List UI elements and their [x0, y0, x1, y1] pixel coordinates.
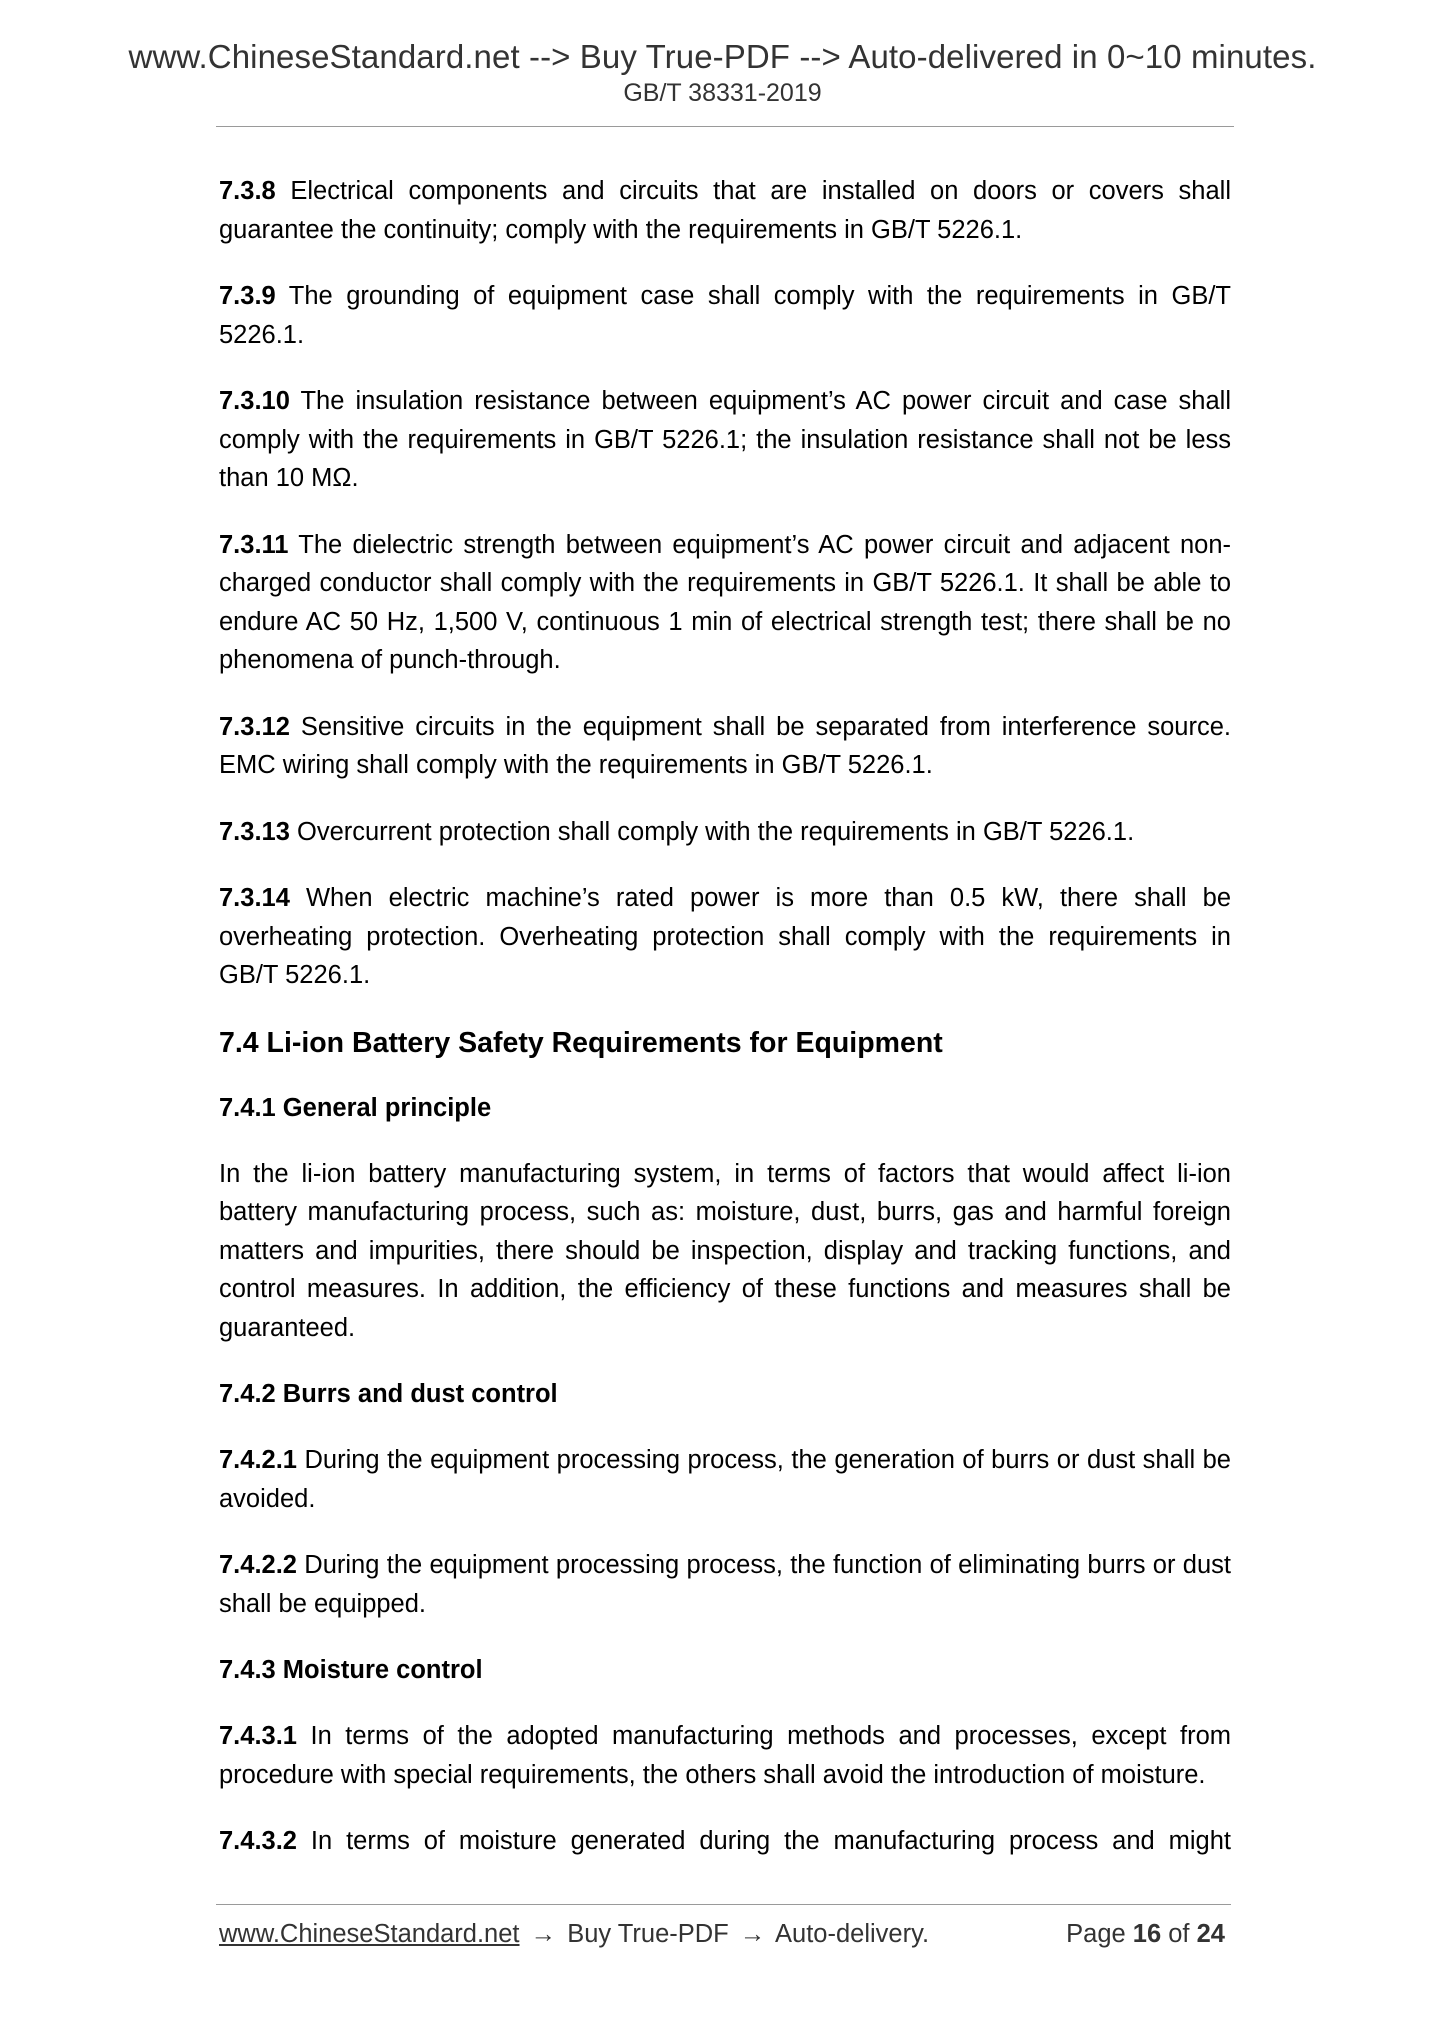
footer-buy-text: Buy True-PDF — [567, 1920, 729, 1948]
clause-7-3-14: 7.3.14 When electric machine’s rated power is more than 0.5 kW, there shall be overheating protection. Overheating protection shall comply with the requirements in GB/T 5226.1. — [219, 884, 1231, 989]
general-principle-text: In the li-ion battery manufacturing system, in terms of factors that would affect li-ion battery manufacturing process, such as: moisture, dust, burrs, gas and harmful foreign matters and impurities, there should be inspection, display and tracking functions, and control measures. In addition, the efficiency of these functions and measures shall be guaranteed. — [219, 1159, 1231, 1342]
clause-7-3-8: 7.3.8 Electrical components and circuits that are installed on doors or covers shall guarantee the continuity; comply with the requirements in GB/T 5226.1. — [219, 177, 1231, 244]
clause-7-3-12: 7.3.12 Sensitive circuits in the equipment shall be separated from interference source. EMC wiring shall comply with the requirements in GB/T 5226.1. — [219, 712, 1231, 779]
arrow-right-icon: → — [739, 1920, 766, 1948]
header-banner: www.ChineseStandard.net --> Buy True-PDF --> Auto-delivered in 0~10 minutes. — [128, 38, 1317, 75]
page-indicator: Page 16 of 24 — [1066, 1920, 1225, 1948]
clause-7-4-3-2: 7.4.3.2 In terms of moisture generated during the manufacturing process and might — [219, 1827, 1231, 1855]
page-footer — [219, 1920, 1231, 1956]
footer-site-link[interactable]: www.ChineseStandard.net — [219, 1920, 520, 1948]
page-total: 24 — [1196, 1920, 1225, 1948]
clause-7-4-2-2: 7.4.2.2 During the equipment processing process, the function of eliminating burrs or dust shall be equipped. — [219, 1551, 1231, 1618]
clause-7-3-10: 7.3.10 The insulation resistance between equipment’s AC power circuit and case shall comply with the requirements in GB/T 5226.1; the insulation resistance shall not be less than 10 MΩ. — [219, 387, 1231, 492]
document-body — [219, 172, 1231, 1889]
arrow-right-icon: → — [530, 1920, 557, 1948]
clause-7-3-13: 7.3.13 Overcurrent protection shall comply with the requirements in GB/T 5226.1. — [219, 817, 1135, 846]
header-divider — [216, 126, 1234, 127]
subsection-heading-7-4-1: 7.4.1 General principle — [219, 1093, 492, 1122]
footer-auto-text: Auto-delivery. — [775, 1920, 930, 1948]
subsection-heading-7-4-3: 7.4.3 Moisture control — [219, 1656, 483, 1684]
footer-divider — [216, 1904, 1231, 1905]
clause-7-4-3-1: 7.4.3.1 In terms of the adopted manufacturing methods and processes, except from procedure with special requirements, the others shall avoid the introduction of moisture. — [219, 1722, 1231, 1789]
standard-code: GB/T 38331-2019 — [623, 79, 822, 107]
clause-7-4-2-1: 7.4.2.1 During the equipment processing process, the generation of burrs or dust shall be avoided. — [219, 1446, 1231, 1513]
subsection-heading-7-4-2: 7.4.2 Burrs and dust control — [219, 1380, 558, 1408]
page-number: 16 — [1132, 1920, 1162, 1948]
clause-7-3-9: 7.3.9 The grounding of equipment case shall comply with the requirements in GB/T 5226.1. — [219, 282, 1231, 349]
footer-promo — [219, 1920, 929, 1949]
section-heading-7-4: 7.4 Li-ion Battery Safety Requirements for Equipment — [219, 1026, 943, 1059]
clause-7-3-11: 7.3.11 The dielectric strength between equipment’s AC power circuit and adjacent non-charged conductor shall comply with the requirements in GB/T 5226.1. It shall be able to endure AC 50 Hz, 1,500 V, continuous 1 min of electrical strength test; there shall be no phenomena of punch-through. — [219, 530, 1231, 674]
